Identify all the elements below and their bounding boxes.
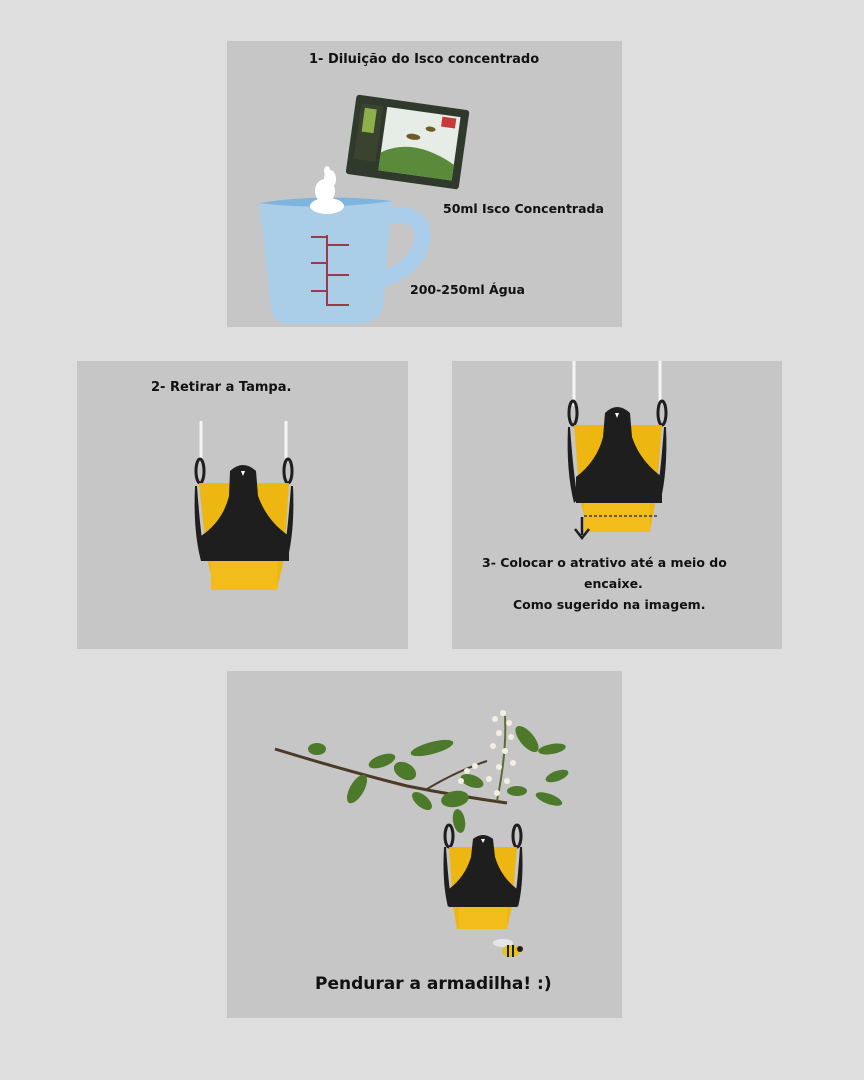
concentrate-label: 50ml Isco Concentrada [443,201,604,216]
step2-title: 2- Retirar a Tampa. [151,380,292,395]
step2-panel [77,361,408,649]
water-label: 200-250ml Água [410,282,525,297]
step1-title: 1- Diluição do Isco concentrado [309,52,540,67]
wasp-trap-icon [77,361,408,649]
step4-caption: Pendurar a armadilha! :) [315,974,552,994]
wasp-icon [489,933,529,963]
step3-panel [452,361,782,649]
step3-line3: Como sugerido na imagem. [513,597,706,612]
bait-sachet-icon [342,96,472,196]
step1-panel [227,41,622,327]
step3-line2: encaixe. [584,576,643,591]
step3-line1: 3- Colocar o atrativo até a meio do [482,555,727,570]
step4-panel [227,671,622,1018]
hanging-trap-icon [227,671,622,1018]
